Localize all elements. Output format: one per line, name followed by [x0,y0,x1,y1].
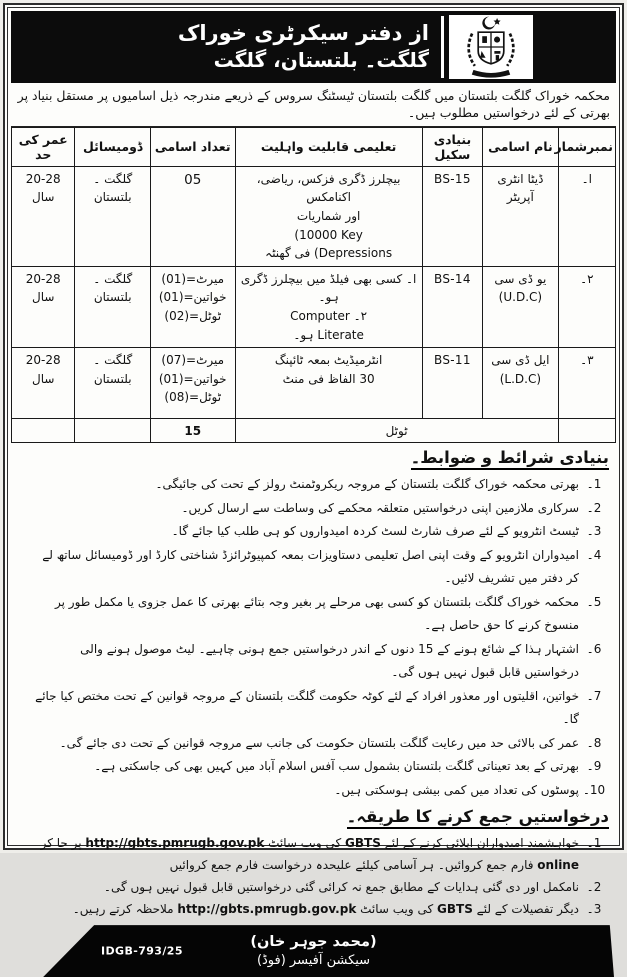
bold-text: GBTS [345,836,381,851]
cell-text-line: ۲۔ Computer [290,308,368,323]
list-item-text: دیگر تفصیلات کے لئے GBTS کی ویب سائٹ http://gbts.pmrugb.gov.pk ملاحظہ کرتے رہیں۔ [72,902,579,917]
cell-text-line: گلگت ۔ بلتستان [93,353,133,386]
condition-item [18,544,609,591]
cell-text-line: گلگت ۔ بلتستان [93,271,133,305]
cell-text-line: ڈیٹا انٹری [497,171,544,186]
list-item-number: 10۔ [582,782,606,797]
advert-inner-border [7,7,620,969]
cell-text-line: سال [32,190,55,205]
bold-text: online [537,858,579,873]
list-item-number: 1۔ [586,836,602,851]
condition-item [18,638,609,685]
cell-count [150,166,235,266]
cell-total-label: ٹوٹل [235,419,558,443]
cell-post-name [483,166,559,266]
cell-text-line: (U.D.C) [498,290,543,305]
signatory-designation: سیکشن آفیسر (فوڈ) [256,953,371,969]
condition-item [18,473,609,497]
cell-text-line: (L.D.C) [499,371,542,386]
cell-text-line: 20-28 [25,353,61,368]
column-header: نمبرشمار [558,127,615,166]
condition-item [18,779,609,803]
bold-text: http://gbts.pmrugb.gov.pk [177,902,357,917]
list-item-number: 9۔ [586,759,602,774]
list-item-number: 8۔ [586,735,602,750]
list-item-text: بھرتی محکمہ خوراک گلگت بلتستان کے مروجہ ریکروٹمنٹ رولز کے تحت کی جائیگی۔ [155,477,579,492]
condition-item [18,497,609,521]
condition-item [18,685,609,732]
jobs-table-header-row [12,127,616,166]
application-heading: درخواستیں جمع کرنے کا طریقہ۔ [347,807,609,829]
cell-text-line: ۳۔ [580,353,594,368]
column-header: ڈومیسائل [75,127,151,166]
cell-qualification [235,348,422,419]
list-item-text: بھرتی کے بعد تعیناتی گلگت بلتستان بشمول سب آفس اسلام آباد میں کہیں بھی کی جاسکتی ہے۔ [94,759,579,774]
list-item-text: اشتہار ہذا کے شائع ہونے کے 15 دنوں کے اندر درخواستیں جمع ہونی چاہیے۔ لیٹ موصول ہونے والی درخواستیں قابل قبول نہیں ہوں گی۔ [80,641,579,680]
cell-text-line: انٹرمیڈیٹ بمعہ ٹائپنگ [274,353,383,368]
signatory-name: (محمد جوہر خان) [250,934,377,951]
cell-text-line: Literate ہو۔ [293,327,364,342]
list-item-text: امیدواران انٹرویو کے وقت اپنی اصل تعلیمی دستاویزات بمعہ کمپیوٹرائزڈ شناختی کارڈ اور ڈومیسائل ساتھ لے کر دفتر میں تشریف لائیں۔ [42,547,579,586]
cell-serial [558,266,615,347]
cell-domicile [75,348,151,419]
office-title-line2: گلگت۔ بلتستان، گلگت [213,47,429,72]
condition-item [18,755,609,779]
list-item-number: 3۔ [586,524,602,539]
cell-text-line: (10000 Key [294,227,363,242]
column-header: عمر کی حد [12,127,75,166]
cell-text-line: 05 [184,171,202,188]
cell-post-name [483,266,559,347]
header-title-block [11,11,441,83]
cell-text-line: میرٹ=(01) [161,271,225,286]
cell-age-limit [12,166,75,266]
cell-scale: BS-14 [422,266,482,347]
cell-count [150,348,235,419]
cell-age-empty [12,419,75,443]
column-header: بنیادی سکیل [422,127,482,166]
list-item-number: 5۔ [586,594,602,609]
cell-serial [558,166,615,266]
table-row [12,266,616,347]
header-right-spacer [538,11,616,83]
list-item-number: 2۔ [586,880,602,895]
header-divider [441,16,444,78]
condition-item [18,732,609,756]
list-item-number: 6۔ [586,641,602,656]
cell-text-line: گلگت ۔ بلتستان [93,171,133,205]
cell-post-name [483,348,559,419]
cell-text-line: ایل ڈی سی [491,353,550,368]
cell-scale: BS-15 [422,166,482,266]
cell-domicile [75,166,151,266]
application-list [18,832,609,920]
cell-text-line: 20-28 [25,271,61,286]
condition-item [18,591,609,638]
advert-outer-border [3,3,624,969]
cell-serial-empty [558,419,615,443]
list-item-number: 4۔ [586,547,602,562]
table-row [12,348,616,419]
condition-item [18,520,609,544]
cell-text-line: ٹوٹل=(08) [164,390,222,405]
list-item-text: عمر کی بالائی حد میں رعایت گلگت بلتستان حکومت کی جانب سے مروجہ قوانین کے تحت دی جائے گی۔ [59,735,579,750]
column-header: تعداد اسامی [150,127,235,166]
application-item [18,898,609,920]
cell-total-count: 15 [150,419,235,443]
cell-serial [558,348,615,419]
bold-text: GBTS [437,902,473,917]
conditions-section [11,443,616,802]
cell-text-line: خواتین=(01) [158,290,227,305]
cell-text-line: بیچلرز ڈگری فزکس، ریاضی، اکنامکس [256,171,401,205]
cell-text-line: یو ڈی سی [494,271,547,286]
cell-text-line: ا۔ [581,171,592,186]
column-header: نام اسامی [483,127,559,166]
cell-text-line: میرٹ=(07) [161,353,225,368]
footer-banner [13,925,614,977]
cell-age-limit [12,348,75,419]
list-item-text: پوسٹوں کی تعداد میں کمی بیشی ہوسکتی ہیں۔ [334,782,579,797]
application-item [18,832,609,876]
list-item-text: ٹیسٹ انٹرویو کے لئے صرف شارٹ لسٹ کردہ امیدواروں کو ہی طلب کیا جائے گا۔ [171,524,579,539]
cell-text-line: اور شماریات [296,208,361,223]
cell-text-line: سال [32,371,55,386]
application-item [18,876,609,898]
cell-qualification [235,166,422,266]
cell-text-line: سال [32,290,55,305]
cell-text-line: ا۔ کسی بھی فیلڈ میں بیچلرز ڈگری ہو۔ [240,271,417,305]
list-item-text: نامکمل اور دی گئی ہدایات کے مطابق جمع نہ کرائی گئی درخواستیں قابل قبول نہیں ہوں گی۔ [103,880,579,895]
conditions-heading: بنیادی شرائط و ضوابط۔ [411,448,609,470]
cell-text-line: 30 الفاظ فی منٹ [282,371,375,386]
cell-count [150,266,235,347]
cell-text-line: آپریٹر [506,190,534,205]
cell-text-line: خواتین=(01) [158,371,227,386]
cell-text-line: ۲۔ [580,271,594,286]
column-header: تعلیمی قابلیت واہلیت [235,127,422,166]
list-item-number: 7۔ [586,688,602,703]
cell-domicile [75,266,151,347]
pakistan-emblem-icon [449,15,533,79]
list-item-text: محکمہ خوراک گلگت بلتستان کو کسی بھی مرحلے پر بغیر وجہ بتائے بھرتی کا عمل جزوی یا مکمل طور پر منسوخ کرنے کا حق حاصل ہے۔ [55,594,579,633]
list-item-text: خواہشمند امیدواران اپلائی کرنے کے لئے GBTS کی ویب سائٹ http://gbts.pmrugb.gov.pk پر جا کر online فارم جمع کروائیں۔ ہر آسامی کیلئے علیحدہ درخواست فارم جمع کروائیں [40,836,579,873]
table-total-row [12,419,616,443]
cell-text-line: 20-28 [25,171,61,186]
table-row [12,166,616,266]
list-item-text: سرکاری ملازمین اپنی درخواستیں متعلقہ محکمے کی وساطت سے ارسال کریں۔ [181,500,579,515]
list-item-number: 2۔ [586,500,602,515]
list-item-number: 1۔ [586,477,602,492]
ad-code: IDGB-793/25 [101,944,183,958]
cell-domicile-empty [75,419,151,443]
cell-scale: BS-11 [422,348,482,419]
header-bar [11,11,616,83]
office-title-line1: از دفتر سیکرٹری خوراک [177,21,429,46]
bold-text: http://gbts.pmrugb.gov.pk [85,836,265,851]
list-item-text: خواتین، اقلیتوں اور معذور افراد کے لئے کوٹہ حکومت گلگت بلتستان کے مروجہ قوانین کے تحت مختص کیا جائے گا۔ [35,688,579,727]
list-item-number: 3۔ [586,902,602,917]
conditions-list [18,473,609,802]
cell-age-limit [12,266,75,347]
cell-text-line: Depressions) فی گھنٹہ [265,246,393,261]
cell-text-line: ٹوٹل=(02) [164,308,222,323]
application-section [11,802,616,920]
jobs-table [11,127,616,443]
cell-qualification [235,266,422,347]
intro-text: محکمہ خوراک گلگت بلتستان میں گلگت بلتستان ٹیسٹنگ سروس کے ذریعے مندرجہ ذیل اسامیوں پر مستقل بنیاد پر بھرتی کے لئے درخواستیں مطلوب ہیں۔ [11,83,616,127]
